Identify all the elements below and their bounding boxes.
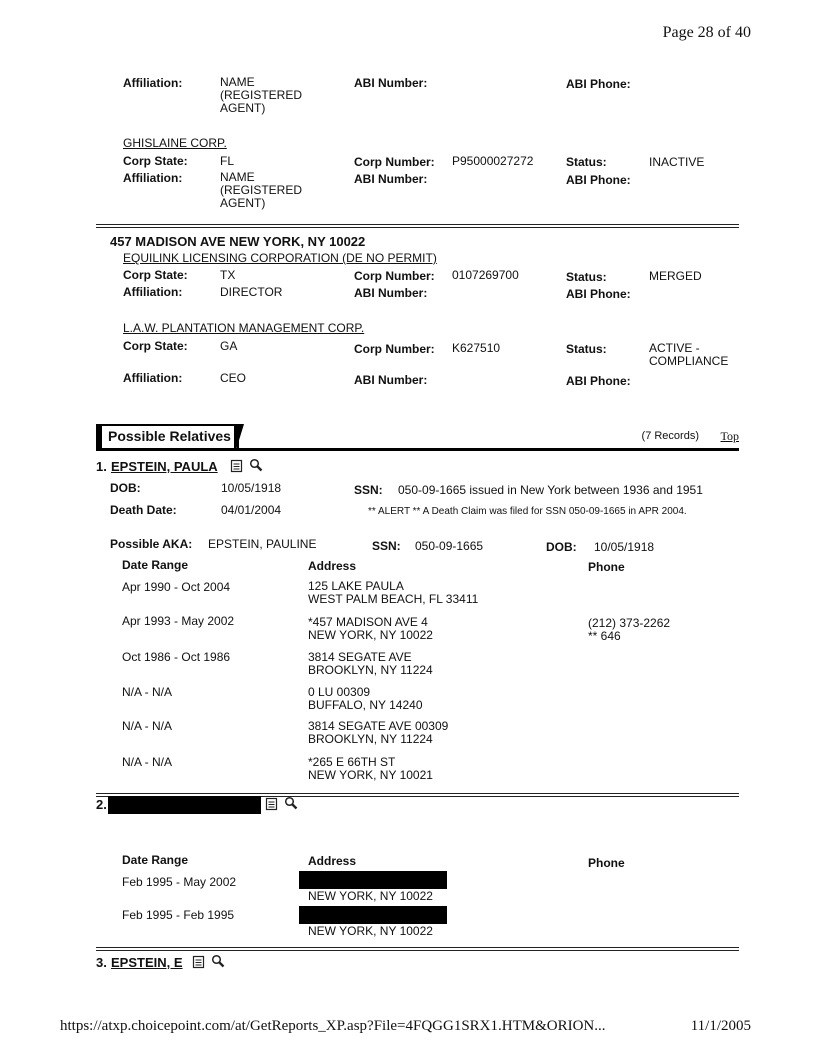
affiliation-value: NAME (REGISTERED AGENT) [220,170,303,210]
abi-phone-label: ABI Phone: [566,287,631,301]
relative-number: 1. [96,459,107,474]
aka-ssn-label: SSN: [372,539,401,553]
col-address: Address [308,559,357,573]
col-phone: Phone [588,856,625,870]
affiliation-value: DIRECTOR [220,285,283,299]
report-icon[interactable] [265,797,279,811]
col-address: Address [308,854,357,868]
date-range: Apr 1990 - Oct 2004 [122,580,231,594]
report-icon[interactable] [230,459,244,473]
date-range: Feb 1995 - Feb 1995 [122,908,235,922]
status-label: Status: [566,270,607,284]
status-value: INACTIVE [649,155,705,169]
corp-state-value: TX [220,268,236,282]
date-range: Oct 1986 - Oct 1986 [122,650,231,664]
top-link[interactable]: Top [720,429,739,443]
aka-label: Possible AKA: [110,537,193,551]
section-rule [96,448,739,451]
redacted-name [108,796,261,814]
corp-name-ghislaine[interactable]: GHISLAINE CORP. [123,136,227,150]
section-divider [96,224,739,228]
ssn-value: 050-09-1665 issued in New York between 1936 and 1951 [398,483,703,497]
aka-dob-label: DOB: [546,540,577,554]
corp-number-label: Corp Number: [354,269,435,283]
affiliation-label: Affiliation: [123,76,183,90]
section-title: Possible Relatives [96,424,239,450]
abi-phone-label: ABI Phone: [566,77,631,91]
report-icon[interactable] [192,955,206,969]
search-icon[interactable] [284,796,298,810]
col-phone: Phone [588,560,625,574]
death-date-value: 04/01/2004 [221,503,282,517]
aka-ssn-value: 050-09-1665 [415,539,484,553]
relative-number: 2. [96,797,107,812]
corp-name-law-plantation[interactable]: L.A.W. PLANTATION MANAGEMENT CORP. [123,321,365,335]
date-range: Apr 1993 - May 2002 [122,614,235,628]
corp-state-value: GA [220,339,238,353]
col-date-range: Date Range [122,558,189,572]
affiliation-label: Affiliation: [123,171,183,185]
search-icon[interactable] [211,954,225,968]
affiliation-label: Affiliation: [123,371,183,385]
address-heading: 457 MADISON AVE NEW YORK, NY 10022 [110,234,366,249]
corp-number-value: K627510 [452,341,501,355]
section-tab-flag [234,424,244,450]
corp-state-label: Corp State: [123,339,188,353]
death-alert: ** ALERT ** A Death Claim was filed for SSN 050-09-1665 in APR 2004. [368,506,687,517]
relatives-section-header [96,424,739,448]
redacted-street [299,871,447,889]
dob-label: DOB: [110,481,141,495]
corp-name-equilink[interactable]: EQUILINK LICENSING CORPORATION (DE NO PERMIT) [123,251,437,265]
address: *265 E 66TH ST NEW YORK, NY 10021 [308,755,433,782]
date-range: N/A - N/A [122,685,173,699]
corp-state-value: FL [220,154,235,168]
redacted-street [299,906,447,924]
date-range: N/A - N/A [122,719,173,733]
affiliation-value: CEO [220,371,247,385]
abi-number-label: ABI Number: [354,373,428,387]
corp-number-value: 0107269700 [452,268,519,282]
page-number: Page 28 of 40 [662,24,751,41]
search-icon[interactable] [249,458,263,472]
corp-state-label: Corp State: [123,268,188,282]
address: 3814 SEGATE AVE 00309 BROOKLYN, NY 11224 [308,719,449,746]
address: 0 LU 00309 BUFFALO, NY 14240 [308,685,423,712]
abi-phone-label: ABI Phone: [566,173,631,187]
death-date-label: Death Date: [110,503,177,517]
footer-date: 11/1/2005 [690,1018,751,1034]
address: 3814 SEGATE AVE BROOKLYN, NY 11224 [308,650,433,677]
address: *457 MADISON AVE 4 NEW YORK, NY 10022 [308,615,433,642]
relative-name-link[interactable]: EPSTEIN, E [111,955,183,970]
status-value: MERGED [649,269,702,283]
affiliation-value: NAME (REGISTERED AGENT) [220,75,303,115]
corp-number-value: P95000027272 [452,154,534,168]
corp-number-label: Corp Number: [354,342,435,356]
phone: (212) 373-2262 ** 646 [588,616,671,643]
records-count: (7 Records) [641,430,699,442]
abi-phone-label: ABI Phone: [566,374,631,388]
aka-value: EPSTEIN, PAULINE [208,537,317,551]
abi-number-label: ABI Number: [354,286,428,300]
ssn-label: SSN: [354,483,383,497]
aka-dob-value: 10/05/1918 [594,540,655,554]
affiliation-label: Affiliation: [123,285,183,299]
abi-number-label: ABI Number: [354,76,428,90]
relative-divider [96,947,739,951]
address: 125 LAKE PAULA WEST PALM BEACH, FL 33411 [308,579,479,606]
status-value: ACTIVE - COMPLIANCE [649,341,729,368]
col-date-range: Date Range [122,853,189,867]
date-range: Feb 1995 - May 2002 [122,875,237,889]
status-label: Status: [566,342,607,356]
address: NEW YORK, NY 10022 [308,889,433,903]
corp-number-label: Corp Number: [354,155,435,169]
footer-url: https://atxp.choicepoint.com/at/GetReports_XP.asp?File=4FQGG1SRX1.HTM&ORION... [60,1018,606,1034]
date-range: N/A - N/A [122,755,173,769]
address: NEW YORK, NY 10022 [308,924,433,938]
dob-value: 10/05/1918 [221,481,282,495]
status-label: Status: [566,155,607,169]
relative-number: 3. [96,955,107,970]
corp-state-label: Corp State: [123,154,188,168]
abi-number-label: ABI Number: [354,172,428,186]
relative-name-link[interactable]: EPSTEIN, PAULA [111,459,218,474]
